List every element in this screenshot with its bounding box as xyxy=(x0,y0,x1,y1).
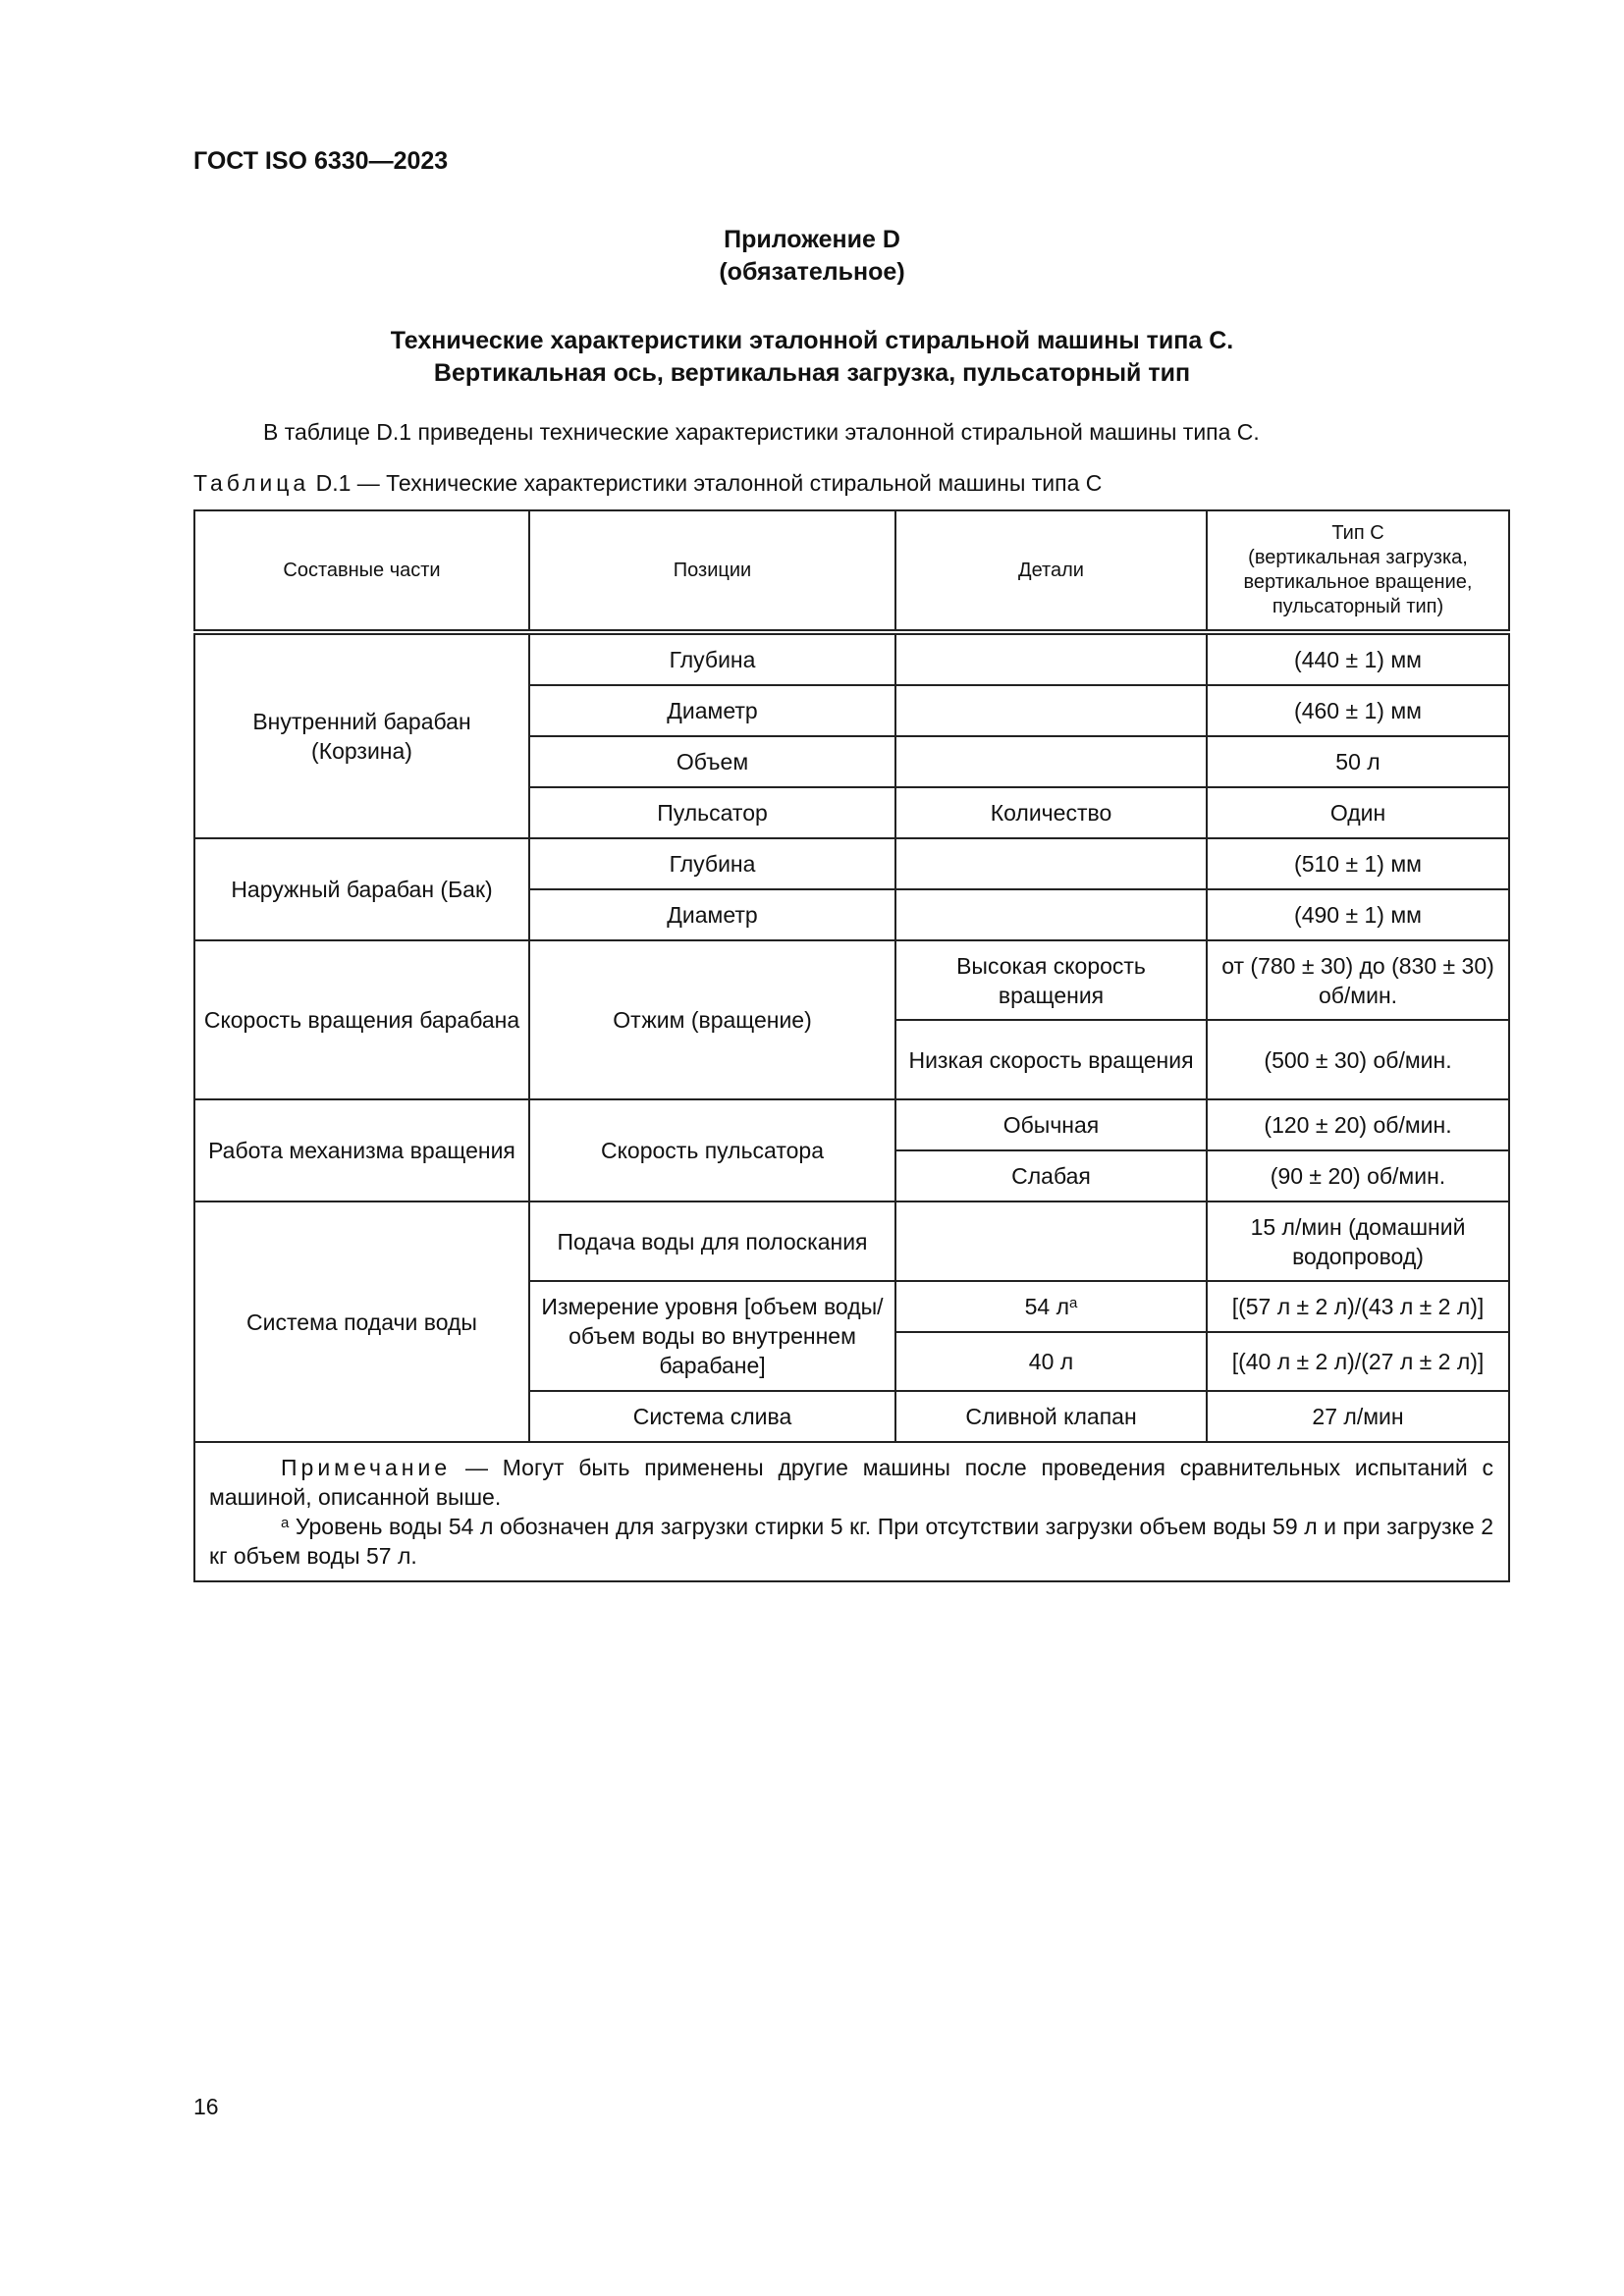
table-caption-text: D.1 — Технические характеристики эталонной стиральной машины типа С xyxy=(315,470,1103,496)
drum-speed-low-value: (500 ± 30) об/мин. xyxy=(1207,1020,1509,1099)
drum-speed-name: Скорость вращения барабана xyxy=(194,940,529,1099)
header-components: Составные части xyxy=(194,510,529,632)
header-type-c-title: Тип С xyxy=(1331,522,1384,544)
inner-drum-depth-value: (440 ± 1) мм xyxy=(1207,632,1509,685)
annex-title: Приложение D xyxy=(724,226,900,253)
water-level-54-text: 54 л xyxy=(1024,1294,1070,1319)
footnote-text: Уровень воды 54 л обозначен для загрузки стирки 5 кг. При отсутствии загрузки объем воды 59 л и при загрузке 2 кг объем воды 57 л. xyxy=(209,1514,1494,1569)
note-text: — Могут быть применены другие машины после проведения сравнительных испытаний с машиной, описанной выше. xyxy=(209,1455,1493,1510)
running-head: ГОСТ ISO 6330—2023 xyxy=(193,147,449,175)
drum-speed-low-label: Низкая скорость вращения xyxy=(895,1020,1207,1099)
inner-drum-pulsator-label: Пульсатор xyxy=(529,787,895,838)
inner-drum-volume-detail xyxy=(895,736,1207,787)
outer-drum-diameter-value: (490 ± 1) мм xyxy=(1207,889,1509,940)
header-type-c-desc-3: пульсаторный тип) xyxy=(1272,596,1444,617)
annex-heading-line1: Технические характеристики эталонной стиральной машины типа С. xyxy=(390,327,1234,354)
inner-drum-pulsator-value: Один xyxy=(1207,787,1509,838)
note-label: Примечание xyxy=(281,1455,452,1480)
footnote-marker: a xyxy=(1069,1295,1078,1311)
table-header-row xyxy=(194,510,1509,632)
outer-drum-diameter-label: Диаметр xyxy=(529,889,895,940)
mechanism-gentle-label: Слабая xyxy=(895,1150,1207,1201)
table-caption xyxy=(193,470,1102,497)
drum-speed-position: Отжим (вращение) xyxy=(529,940,895,1099)
water-level-40-value: [(40 л ± 2 л)/(27 л ± 2 л)] xyxy=(1207,1332,1509,1391)
water-drain-value: 27 л/мин xyxy=(1207,1391,1509,1442)
annex-status: (обязательное) xyxy=(719,258,905,286)
inner-drum-depth-detail xyxy=(895,632,1207,685)
outer-drum-depth-value: (510 ± 1) мм xyxy=(1207,838,1509,889)
header-type-c xyxy=(1207,510,1509,632)
drum-speed-high-label: Высокая скорость вращения xyxy=(895,940,1207,1020)
inner-drum-volume-label: Объем xyxy=(529,736,895,787)
water-drain-label: Система слива xyxy=(529,1391,895,1442)
table-row xyxy=(194,838,1509,889)
water-rinse-detail xyxy=(895,1201,1207,1281)
header-type-c-desc-1: (вертикальная загрузка, xyxy=(1248,547,1468,568)
table-caption-label: Таблица xyxy=(193,470,310,496)
inner-drum-name: Внутренний барабан (Корзина) xyxy=(194,632,529,838)
water-level-54-detail xyxy=(895,1281,1207,1332)
inner-drum-diameter-detail xyxy=(895,685,1207,736)
footnote-marker-note: a xyxy=(281,1515,290,1531)
mechanism-normal-label: Обычная xyxy=(895,1099,1207,1150)
table-row xyxy=(194,940,1509,1020)
outer-drum-diameter-detail xyxy=(895,889,1207,940)
intro-paragraph: В таблице D.1 приведены технические характеристики эталонной стиральной машины типа С. xyxy=(263,419,1260,445)
spec-table xyxy=(193,509,1510,1582)
water-level-label: Измерение уровня [объем воды/объем воды во внутреннем барабане] xyxy=(529,1281,895,1391)
inner-drum-volume-value: 50 л xyxy=(1207,736,1509,787)
water-rinse-label: Подача воды для полоскания xyxy=(529,1201,895,1281)
drum-speed-high-value: от (780 ± 30) до (830 ± 30) об/мин. xyxy=(1207,940,1509,1020)
inner-drum-diameter-label: Диаметр xyxy=(529,685,895,736)
outer-drum-depth-label: Глубина xyxy=(529,838,895,889)
inner-drum-diameter-value: (460 ± 1) мм xyxy=(1207,685,1509,736)
table-note-row xyxy=(194,1442,1509,1581)
water-level-54-value: [(57 л ± 2 л)/(43 л ± 2 л)] xyxy=(1207,1281,1509,1332)
header-details: Детали xyxy=(895,510,1207,632)
water-rinse-value: 15 л/мин (домашний водопровод) xyxy=(1207,1201,1509,1281)
mechanism-gentle-value: (90 ± 20) об/мин. xyxy=(1207,1150,1509,1201)
footnote-paragraph xyxy=(209,1512,1493,1571)
mechanism-normal-value: (120 ± 20) об/мин. xyxy=(1207,1099,1509,1150)
mechanism-name: Работа механизма вращения xyxy=(194,1099,529,1201)
table-note xyxy=(194,1442,1509,1581)
header-type-c-desc-2: вертикальное вращение, xyxy=(1243,571,1473,593)
table-row xyxy=(194,632,1509,685)
water-level-40-detail: 40 л xyxy=(895,1332,1207,1391)
water-supply-name: Система подачи воды xyxy=(194,1201,529,1442)
annex-heading-line2: Вертикальная ось, вертикальная загрузка, пульсаторный тип xyxy=(433,359,1191,387)
header-positions: Позиции xyxy=(529,510,895,632)
note-paragraph xyxy=(209,1453,1493,1512)
page-number: 16 xyxy=(193,2094,219,2119)
table-row xyxy=(194,1099,1509,1150)
inner-drum-depth-label: Глубина xyxy=(529,632,895,685)
table-row xyxy=(194,1201,1509,1281)
water-drain-detail: Сливной клапан xyxy=(895,1391,1207,1442)
outer-drum-name: Наружный барабан (Бак) xyxy=(194,838,529,940)
inner-drum-pulsator-detail: Количество xyxy=(895,787,1207,838)
outer-drum-depth-detail xyxy=(895,838,1207,889)
mechanism-position: Скорость пульсатора xyxy=(529,1099,895,1201)
